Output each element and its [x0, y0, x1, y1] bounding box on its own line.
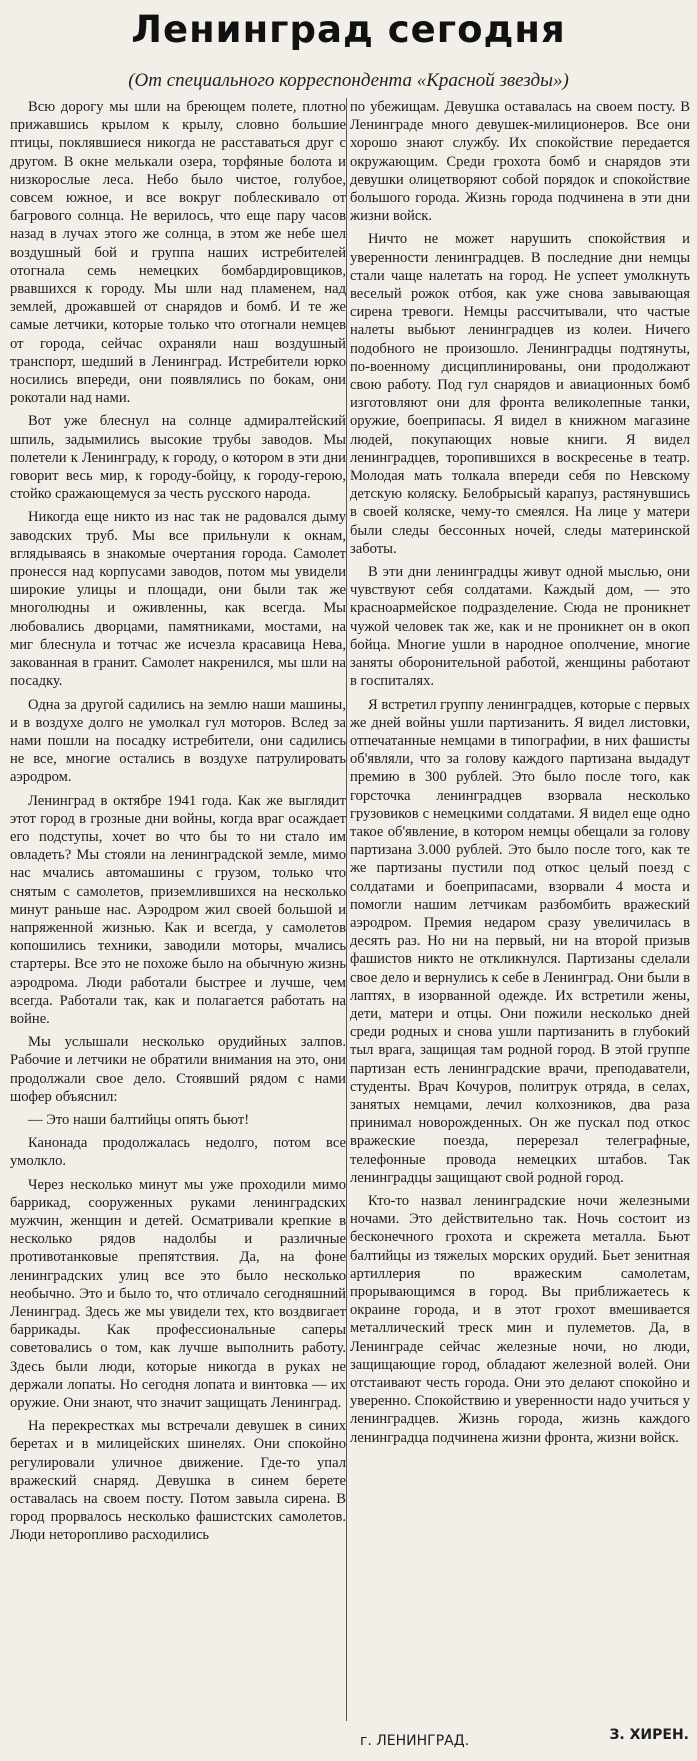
- subhead: (От специального корреспондента «Красной звезды»): [128, 70, 569, 91]
- paragraph: по убежищам. Девушка оставалась на своем посту. В Ленинграде много девушек-милиционеров. Все они хорошо знают службу. Их спокойствие передается окружающим. Среди грохота бомб и снарядов эти девушки олицетворяют собой порядок и спокойствие большого города. Жизнь города подчинена в эти дни жизни войск.: [350, 99, 690, 225]
- paragraph: Всю дорогу мы шли на бреющем полете, плотно прижавшись крылом к крылу, словно большие птицы, поклявшиеся никогда не расставаться друг с другом. В окне мелькали озера, торфяные болота и низкорослые леса. Небо было чистое, голубое, совсем южное, и все вокруг поблескивало от багрового солнца. Не верилось, что еще пару часов назад в лучах этого же солнца, в этом же небе шел воздушный бой и группа наших истребителей отогнала семь немецких бомбардировщиков, рвавшихся к городу. Мы шли над пламенем, над землей, дрожавшей от снарядов и бомб. И те же самые летчики, которые только что отогнали немцев от города, сейчас охраняли наш воздушный транспорт, шедший в Ленинград. Истребители юрко носились впереди, они появлялись по бокам, они рокотали над нами.: [10, 99, 346, 407]
- paragraph: Я встретил группу ленинградцев, которые с первых же дней войны ушли партизанить. Я видел листовки, отпечатанные немцами в типографии, в них фашисты об'являли, что за голову каждого партизана выдадут премию в 300 рублей. Это было после того, как горсточка ленинградцев взорвала несколько грузовиков с немецкими солдатами. Я видел еще одно такое об'явление, в котором немцы обещали за голову партизана 3.000 рублей. Это было после того, как те же партизаны пустили под откос целый поезд с солдатами и боеприпасами, взорвали 4 моста и помогли нашим летчикам разбомбить вражеский аэродром. Премия недаром сразу увеличилась в десять раз. Но ни на первый, ни на второй призыв фашистов никто не откликнулся. Партизаны сделали свое дело и вернулись к себе в Ленинград. Они были в лаптях, в изорванной одежде. Их встретили жены, дети, матери и отцы. Они пожили несколько дней среди родных и снова ушли партизанить в глубокий тыл врага, защищая там родной город. В этой группе партизан есть ленинградские врачи, преподаватели, студенты. Врач Кочуров, политрук отряда, в селах, занятых немцами, лечил колхозников, два раза принимал новорожденных. Он же пускал под откос вражеские поезда, перерезал телеграфные, телефонные провода немецких штабов. Так ленинградцы защищают свой родной город.: [350, 696, 690, 1186]
- paragraph: Кто-то назвал ленинградские ночи железными ночами. Это действительно так. Ночь состоит из бесконечного грохота и скрежета металла. Бьют балтийцы из тяжелых морских орудий. Бьет зенитная артиллерия по вражеским самолетам, прорывающимся в город. Вы приближаетесь к окраине города, и в этот грохот вмешивается металлический треск мин и пулеметов. Да, в Ленинграде сейчас железные ночи, но люди, защищающие город, обладают железной волей. Они отстаивают честь города. Они это делают спокойно и уверенно. Спокойствию и уверенности надо учиться у ленинградцев. Жизнь города, жизнь каждого ленинградца подчинена жизни фронта, жизни войск.: [350, 1192, 690, 1446]
- headline: Ленинград сегодня: [131, 8, 566, 51]
- paragraph: Канонада продолжалась недолго, потом все умолкло.: [10, 1135, 346, 1170]
- paragraph: В эти дни ленинградцы живут одной мыслью, они чувствуют себя солдатами. Каждый дом, — это красноармейское подразделение. Сюда не проникнет чужой человек так же, как и не проникнет он в окоп бойца. Многие ушли в народное ополчение, многие заняты оборонительной работой, женщины работают в госпиталях.: [350, 564, 690, 690]
- paragraph: Ленинград в октябре 1941 года. Как же выглядит этот город в грозные дни войны, когда враг осаждает его подступы, хочет во что бы то ни стало им овладеть? Мы стояли на ленинградской земле, мимо нас мчались автомашины с грузом, только что снятым с самолетов, приземлившихся на несколько минут раньше нас. Аэродром жил своей большой и напряженной жизнью. Как и всегда, у самолетов копошились техники, заводили моторы, мчались стартеры. Все это не похоже было на обычную жизнь аэродрома. Люди работали быстрее и лучше, чем всегда. Работали так, как и полагается работать на войне.: [10, 792, 346, 1027]
- article-footer: [360, 1723, 689, 1749]
- paragraph: Ничто не может нарушить спокойствия и уверенности ленинградцев. В последние дни немцы стали чаще налетать на город. Не успеет умолкнуть веселый рожок отбоя, как уже снова завывающая сирена тревоги. Немцы рассчитывали, что частые налеты выбьют ленинградцев из колеи. Ничего подобного не произошло. Ленинградцы подтянуты, по-военному дисциплинированы, они продолжают свою работу. Под гул снарядов и авиационных бомб изготовляют они для фронта великолепные танки, оружие, боеприпасы. Я видел в книжном магазине людей, покупающих новые книги. Я видел ленинградцев, торопившихся в воскресенье в театр. Молодая мать толкала впереди себя по Невскому детскую коляску. Белобрысый карапуз, растянувшись в своей коляске, чему-то смеялся. На лице у матери были следы бессонных ночей, следы материнской заботы.: [350, 231, 690, 557]
- paragraph: Мы услышали несколько орудийных залпов. Рабочие и летчики не обратили внимания на это, они продолжали свое дело. Стоявший рядом с нами шофер объяснил:: [10, 1034, 346, 1105]
- paragraph: — Это наши балтийцы опять бьют!: [28, 1111, 250, 1128]
- author-signature: З. ХИРЕН.: [609, 1727, 689, 1743]
- paragraph: На перекрестках мы встречали девушек в синих беретах и в милицейских шинелях. Они спокойно регулировали уличное движение. Где-то упал вражеский снаряд. Девушка в синем берете оставалась на своем посту. Потом завыла сирена. В город прорвалось несколько фашистских самолетов. Люди неторопливо расходились: [10, 1418, 346, 1544]
- right-column: [350, 98, 690, 1739]
- paragraph: Через несколько минут мы уже проходили мимо баррикад, сооруженных руками ленинградских мужчин, женщин и детей. Осматривали крепкие в несколько рядов надолбы и различные противотанковые препятствия. Да, на фоне ленинградских улиц все это было несколько необычно. Это и было то, что отличало сегодняшний Ленинград. Здесь же мы увидели тех, кто воздвигает баррикады. Как профессиональные саперы советовались о том, как лучше выполнить работу. Здесь были люди, которые никогда в руках не держали лопаты. Но сегодня лопата и винтовка — их оружие. Они знают, что значит защищать Ленинград.: [10, 1176, 346, 1412]
- paragraph: Одна за другой садились на землю наши машины, и в воздухе долго не умолкал гул моторов. Вслед за нами пошли на посадку истребители, они садились не все, многие остались в воздухе патрулировать аэродром.: [10, 696, 346, 786]
- column-divider: [346, 98, 347, 1721]
- dateline-place: г. ЛЕНИНГРАД.: [360, 1733, 470, 1749]
- paragraph: Вот уже блеснул на солнце адмиралтейский шпиль, задымились высокие трубы заводов. Мы полетели к Ленинграду, к городу, о котором в эти дни говорит весь мир, к городу-бойцу, к городу-герою, стойко сражающемуся за честь русского народа.: [10, 413, 346, 503]
- paragraph: Никогда еще никто из нас так не радовался дыму заводских труб. Мы все прильнули к окнам, вглядываясь в знакомые очертания города. Самолет пронесся над корпусами заводов, потом мы увидели широкие улицы и площади, они были так же многолюдны и оживленны, как всегда. Мы любовались дворцами, памятниками, мостами, на миг блеснула и тотчас же исчезла красавица Нева, закованная в гранит. Самолет накренился, мы шли на посадку.: [10, 509, 346, 690]
- left-column: [10, 98, 346, 1739]
